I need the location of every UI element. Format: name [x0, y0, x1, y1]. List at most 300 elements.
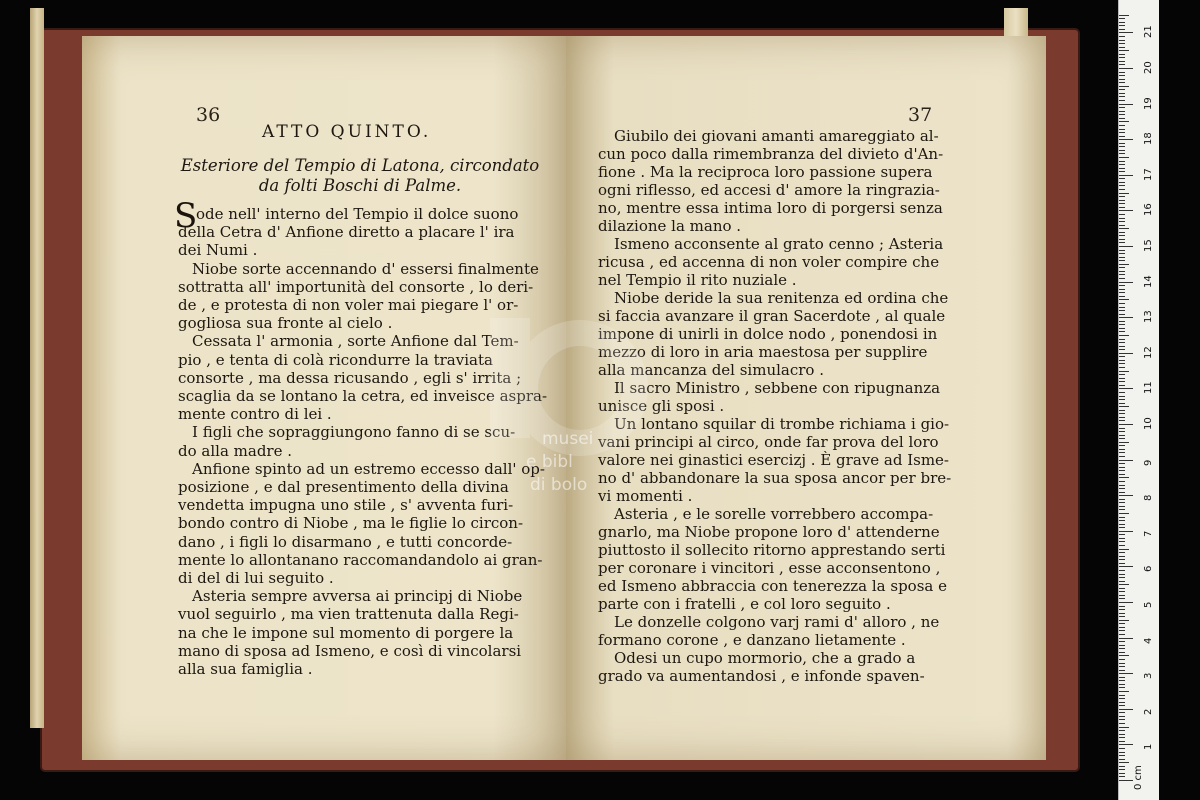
ruler-tick — [1119, 182, 1125, 183]
ruler-tick — [1119, 349, 1125, 350]
ruler-number: 2 — [1143, 708, 1154, 715]
ruler-tick — [1119, 335, 1129, 336]
right-text-line: cun poco dalla rimembranza del divieto d'An- — [598, 145, 944, 163]
ruler-tick — [1119, 356, 1125, 357]
left-text-line: de , e protesta di non voler mai piegare l' or- — [178, 296, 519, 314]
ruler-tick — [1119, 15, 1129, 16]
ruler-tick — [1119, 509, 1125, 510]
right-text-line: Asteria , e le sorelle vorrebbero accompa- — [614, 505, 934, 523]
ruler-tick — [1119, 136, 1125, 137]
ruler-tick — [1119, 638, 1133, 639]
right-text-line: grado va aumentandosi , e infonde spaven- — [598, 667, 925, 685]
right-text-line: alla mancanza del simulacro . — [598, 361, 824, 379]
ruler-tick — [1119, 314, 1125, 315]
ruler-tick — [1119, 360, 1125, 361]
ruler-tick — [1119, 331, 1125, 332]
ruler-tick — [1119, 609, 1125, 610]
ruler-tick — [1119, 61, 1125, 62]
ruler-tick — [1119, 278, 1125, 279]
left-text-line: mente lo allontanano raccomandandolo ai gran- — [178, 550, 543, 569]
ruler-tick — [1119, 381, 1125, 382]
ruler-tick — [1119, 43, 1125, 44]
ruler-tick — [1119, 168, 1125, 169]
ruler-tick — [1119, 413, 1125, 414]
ruler-number: 15 — [1143, 239, 1154, 252]
ruler-tick — [1119, 200, 1125, 201]
ruler-tick — [1119, 82, 1125, 83]
right-text-line: piuttosto il sollecito ritorno apprestando serti — [598, 541, 946, 559]
ruler-tick — [1119, 566, 1133, 567]
ruler-tick — [1119, 114, 1125, 115]
ruler-tick — [1119, 225, 1125, 226]
left-text-line: I figli che sopraggiungono fanno di se scu- — [192, 423, 516, 442]
ruler-tick — [1119, 164, 1125, 165]
scene-subtitle-line-1: Esteriore del Tempio di Latona, circondato — [180, 156, 540, 175]
ruler-tick — [1119, 75, 1125, 76]
right-text-line: Giubilo dei giovani amanti amareggiato al- — [614, 127, 939, 145]
ruler-tick — [1119, 655, 1129, 656]
ruler-tick — [1119, 257, 1125, 258]
left-text-line: Niobe sorte accennando d' essersi finalmente — [192, 259, 539, 278]
ruler-tick — [1119, 367, 1125, 368]
right-text-line: unisce gli sposi . — [598, 397, 725, 415]
ruler-tick — [1119, 485, 1125, 486]
ruler-tick — [1119, 773, 1125, 774]
left-text-line: Cessata l' armonia , sorte Anfione dal Tem- — [192, 332, 519, 351]
ruler-tick — [1119, 581, 1125, 582]
ruler-tick — [1119, 79, 1125, 80]
ruler-unit-label: 0 cm — [1133, 765, 1144, 790]
ruler-tick — [1119, 513, 1129, 514]
right-text-line: formano corone , e danzano lietamente . — [598, 631, 906, 649]
ruler-tick — [1119, 524, 1125, 525]
ruler-tick — [1119, 292, 1125, 293]
ruler-tick — [1119, 695, 1125, 696]
ruler-tick — [1119, 246, 1133, 247]
left-text-line: vuol seguirlo , ma vien trattenuta dalla Regi- — [178, 605, 519, 624]
ruler-tick — [1119, 282, 1133, 283]
left-text-line: alla sua famiglia . — [178, 660, 313, 678]
ruler-tick — [1119, 242, 1125, 243]
ruler-tick — [1119, 40, 1125, 41]
ruler-number: 5 — [1143, 601, 1154, 608]
ruler-tick — [1119, 705, 1125, 706]
right-text-line: per coronare i vincitori , esse acconsentono , — [598, 559, 941, 577]
ruler-tick — [1119, 591, 1125, 592]
ruler-tick — [1119, 271, 1125, 272]
right-text-line: Odesi un cupo mormorio, che a grado a — [614, 649, 916, 667]
ruler-tick — [1119, 556, 1125, 557]
ruler-tick — [1119, 410, 1125, 411]
ruler-tick — [1119, 492, 1125, 493]
ruler-number: 17 — [1143, 168, 1154, 181]
ruler-tick — [1119, 634, 1125, 635]
ruler-tick — [1119, 759, 1125, 760]
ruler-tick — [1119, 670, 1125, 671]
left-text-line: bondo contro di Niobe , ma le figlie lo circon- — [178, 514, 524, 533]
ruler-tick — [1119, 310, 1125, 311]
ruler-tick — [1119, 342, 1125, 343]
ruler-tick — [1119, 18, 1125, 19]
ruler-number: 10 — [1143, 417, 1154, 430]
ruler-tick — [1119, 203, 1125, 204]
left-text-line: di del di lui seguito . — [178, 569, 334, 587]
ruler-tick — [1119, 207, 1125, 208]
ruler-tick — [1119, 104, 1133, 105]
ruler-tick — [1119, 534, 1125, 535]
ruler-number: 9 — [1143, 459, 1154, 466]
watermark-line-2: e bibl — [526, 452, 573, 472]
ruler-tick — [1119, 584, 1129, 585]
left-text-line: consorte , ma dessa ricusando , egli s' irrita ; — [178, 368, 522, 387]
ruler-tick — [1119, 29, 1125, 30]
right-text-line: ogni riflesso, ed accesi d' amore la ringrazia- — [598, 181, 940, 199]
left-text-line: vendetta impugna uno stile , s' avventa furi- — [178, 496, 514, 515]
ruler-tick — [1119, 481, 1125, 482]
ruler-tick — [1119, 663, 1125, 664]
measurement-ruler — [1118, 0, 1159, 800]
ruler-tick — [1119, 132, 1125, 133]
ruler-tick — [1119, 50, 1129, 51]
ruler-tick — [1119, 531, 1133, 532]
ruler-tick — [1119, 677, 1125, 678]
left-text-line: mano di sposa ad Ismeno, e così di vincolarsi — [178, 641, 522, 660]
left-text-line: ode nell' interno del Tempio il dolce suono — [196, 205, 519, 223]
ruler-tick — [1119, 210, 1133, 211]
ruler-tick — [1119, 54, 1125, 55]
right-text-line: impone di unirli in dolce nodo , ponendosi in — [598, 325, 938, 343]
ruler-tick — [1119, 687, 1125, 688]
ruler-tick — [1119, 153, 1125, 154]
right-text-line: gnarlo, ma Niobe propone loro d' attenderne — [598, 523, 940, 541]
ruler-number: 1 — [1143, 744, 1154, 751]
ruler-tick — [1119, 502, 1125, 503]
ruler-tick — [1119, 748, 1125, 749]
right-text-line: vi momenti . — [598, 487, 693, 505]
ruler-number: 6 — [1143, 566, 1154, 573]
ruler-tick — [1119, 570, 1125, 571]
ruler-tick — [1119, 776, 1125, 777]
right-text-line: ricusa , ed accenna di non voler compire che — [598, 253, 940, 271]
ruler-tick — [1119, 559, 1125, 560]
ruler-tick — [1119, 363, 1125, 364]
ruler-tick — [1119, 403, 1125, 404]
ruler-tick — [1119, 296, 1125, 297]
ruler-number: 13 — [1143, 310, 1154, 324]
watermark-text — [526, 428, 593, 497]
ruler-tick — [1119, 111, 1125, 112]
ruler-tick — [1119, 235, 1125, 236]
ruler-tick — [1119, 438, 1125, 439]
ruler-tick — [1119, 527, 1125, 528]
right-text-line: Niobe deride la sua renitenza ed ordina che — [614, 289, 949, 307]
ruler-tick — [1119, 93, 1125, 94]
ruler-tick — [1119, 193, 1129, 194]
right-text-line: si faccia avanzare il gran Sacerdote , al quale — [598, 307, 946, 325]
ruler-number: 11 — [1143, 381, 1154, 395]
ruler-number: 4 — [1143, 637, 1154, 644]
ruler-tick — [1119, 289, 1125, 290]
watermark-line-1: musei — [542, 429, 594, 449]
ruler-tick — [1119, 734, 1125, 735]
ruler-tick — [1119, 253, 1125, 254]
left-text-line: mente contro di lei . — [178, 405, 332, 424]
ruler-tick — [1119, 178, 1125, 179]
ruler-tick — [1119, 303, 1125, 304]
right-text-line: no d' abbandonare la sua sposa ancor per bre- — [598, 469, 952, 487]
left-text-line: Anfione spinto ad un estremo eccesso dall' op- — [192, 459, 545, 478]
ruler-tick — [1119, 321, 1125, 322]
ruler-tick — [1119, 752, 1125, 753]
left-text-line: dei Numi . — [178, 241, 258, 260]
left-text-line: della Cetra d' Anfione diretto a placare l' ira — [178, 223, 515, 242]
left-text-line: gogliosa sua fronte al cielo . — [178, 314, 393, 333]
ruler-tick — [1119, 125, 1125, 126]
ruler-number: 12 — [1143, 346, 1154, 359]
ruler-tick — [1119, 196, 1125, 197]
ruler-tick — [1119, 666, 1125, 667]
ruler-tick — [1119, 477, 1129, 478]
ruler-tick — [1119, 648, 1125, 649]
ruler-tick — [1119, 399, 1125, 400]
ruler-tick — [1119, 339, 1125, 340]
left-text-line: do alla madre . — [178, 441, 293, 460]
right-text-line: Le donzelle colgono varj rami d' alloro , ne — [614, 613, 940, 631]
ruler-tick — [1119, 520, 1125, 521]
ruler-tick — [1119, 709, 1133, 710]
ruler-tick — [1119, 36, 1125, 37]
ruler-tick — [1119, 232, 1125, 233]
ruler-tick — [1119, 72, 1125, 73]
ruler-tick — [1119, 385, 1125, 386]
ruler-tick — [1119, 702, 1125, 703]
ruler-tick — [1119, 467, 1125, 468]
ruler-tick — [1119, 620, 1129, 621]
ruler-tick — [1119, 25, 1125, 26]
ruler-tick — [1119, 488, 1125, 489]
right-text-line: fione . Ma la reciproca loro passione supera — [598, 163, 933, 181]
ruler-tick — [1119, 267, 1125, 268]
ruler-tick — [1119, 64, 1125, 65]
ruler-tick — [1119, 737, 1125, 738]
ruler-tick — [1119, 299, 1129, 300]
ruler-tick — [1119, 150, 1125, 151]
ruler-tick — [1119, 452, 1125, 453]
ruler-tick — [1119, 218, 1125, 219]
act-heading: ATTO QUINTO. — [262, 122, 432, 142]
ruler-tick — [1119, 129, 1125, 130]
left-text-line: Asteria sempre avversa ai principj di Niobe — [192, 587, 523, 606]
right-text-line: nel Tempio il rito nuziale . — [598, 271, 797, 289]
ruler-number: 14 — [1143, 274, 1154, 288]
left-text-line: scaglia da se lontano la cetra, ed inveisce aspra- — [178, 387, 548, 405]
ruler-tick — [1119, 86, 1129, 87]
right-text-line: Il sacro Ministro , sebbene con ripugnanza — [614, 379, 941, 397]
ruler-tick — [1119, 680, 1125, 681]
right-text-line: Ismeno acconsente al grato cenno ; Asteria — [614, 235, 944, 253]
ruler-tick — [1119, 766, 1125, 767]
right-text-line: dilazione la mano . — [598, 217, 742, 235]
ruler-tick — [1119, 762, 1129, 763]
ruler-tick — [1119, 121, 1129, 122]
ruler-tick — [1119, 652, 1125, 653]
ruler-tick — [1119, 769, 1125, 770]
ruler-tick — [1119, 374, 1125, 375]
ruler-tick — [1119, 189, 1125, 190]
ruler-tick — [1119, 260, 1125, 261]
right-text-line: Un lontano squilar di trombe richiama i gio- — [614, 415, 950, 433]
left-text-line: posizione , e dal presentimento della divina — [178, 478, 509, 496]
ruler-tick — [1119, 538, 1125, 539]
right-text-line: no, mentre essa intima loro di porgersi senza — [598, 199, 943, 217]
ruler-tick — [1119, 641, 1125, 642]
ruler-tick — [1119, 712, 1125, 713]
ruler-tick — [1119, 32, 1133, 33]
ruler-tick — [1119, 264, 1129, 265]
ruler-tick — [1119, 250, 1125, 251]
ruler-tick — [1119, 744, 1133, 745]
ruler-tick — [1119, 474, 1125, 475]
ruler-tick — [1119, 317, 1133, 318]
ruler-tick — [1119, 517, 1125, 518]
ruler-tick — [1119, 274, 1125, 275]
ruler-tick — [1119, 780, 1133, 781]
ruler-tick — [1119, 346, 1125, 347]
ruler-tick — [1119, 143, 1125, 144]
ruler-tick — [1119, 406, 1129, 407]
ruler-tick — [1119, 602, 1133, 603]
left-text-line: sottratta all' importunità del consorte , lo deri- — [178, 277, 534, 296]
ruler-tick — [1119, 96, 1125, 97]
ruler-tick — [1119, 723, 1125, 724]
ruler-tick — [1119, 588, 1125, 589]
ruler-tick — [1119, 221, 1125, 222]
ruler-tick — [1119, 719, 1125, 720]
ruler-tick — [1119, 371, 1129, 372]
ruler-tick — [1119, 445, 1125, 446]
ruler-tick — [1119, 417, 1125, 418]
ruler-number: 8 — [1143, 494, 1154, 502]
ruler-tick — [1119, 470, 1125, 471]
ruler-tick — [1119, 630, 1125, 631]
ruler-tick — [1119, 741, 1125, 742]
ruler-number: 18 — [1143, 132, 1154, 146]
right-text-line: valore nei ginastici esercizj . È grave ad Isme- — [598, 451, 949, 469]
ruler-tick — [1119, 495, 1133, 496]
ruler-tick — [1119, 396, 1125, 397]
ruler-tick — [1119, 595, 1125, 596]
left-text-line: na che le impone sul momento di porgere la — [178, 623, 514, 642]
right-text-line: mezzo di loro in aria maestosa per supplire — [598, 343, 928, 361]
ruler-tick — [1119, 171, 1125, 172]
ruler-tick — [1119, 435, 1125, 436]
ruler-tick — [1119, 442, 1129, 443]
ruler-number: 7 — [1143, 530, 1154, 537]
ruler-tick — [1119, 598, 1125, 599]
ruler-tick — [1119, 239, 1125, 240]
ruler-tick — [1119, 100, 1125, 101]
ruler-tick — [1119, 691, 1129, 692]
ruler-tick — [1119, 139, 1133, 140]
ruler-tick — [1119, 460, 1133, 461]
page-number-right: 37 — [908, 104, 933, 126]
ruler-tick — [1119, 146, 1125, 147]
ruler-tick — [1119, 659, 1125, 660]
ruler-tick — [1119, 755, 1125, 756]
ruler-tick — [1119, 541, 1125, 542]
right-text-line: ed Ismeno abbraccia con tenerezza la sposa e — [598, 577, 947, 595]
left-text-line: pio , e tenta di colà ricondurre la traviata — [178, 350, 493, 369]
ruler-tick — [1119, 118, 1125, 119]
ruler-tick — [1119, 378, 1125, 379]
ruler-tick — [1119, 574, 1125, 575]
right-text-line: parte con i fratelli , e col loro seguito . — [598, 595, 891, 613]
ruler-tick — [1119, 606, 1125, 607]
ruler-number: 21 — [1143, 25, 1154, 39]
ruler-tick — [1119, 716, 1125, 717]
scene-subtitle-line-2: da folti Boschi di Palme. — [258, 176, 462, 195]
ruler-tick — [1119, 730, 1125, 731]
ruler-tick — [1119, 89, 1125, 90]
ruler-tick — [1119, 673, 1133, 674]
ruler-tick — [1119, 428, 1125, 429]
ruler-number: 16 — [1143, 203, 1154, 217]
ruler-tick — [1119, 727, 1129, 728]
ruler-tick — [1119, 563, 1125, 564]
ruler-tick — [1119, 420, 1125, 421]
page-edges-left — [30, 8, 44, 728]
ruler-tick — [1119, 549, 1129, 550]
ruler-tick — [1119, 107, 1125, 108]
ruler-tick — [1119, 616, 1125, 617]
left-text-line: dano , i figli lo disarmano , e tutti concorde- — [178, 532, 513, 551]
ruler-tick — [1119, 161, 1125, 162]
ruler-tick — [1119, 499, 1125, 500]
ruler-tick — [1119, 388, 1133, 389]
ruler-number: 3 — [1143, 672, 1154, 680]
ruler-tick — [1119, 431, 1125, 432]
ruler-tick — [1119, 456, 1125, 457]
ruler-tick — [1119, 47, 1125, 48]
ruler-tick — [1119, 175, 1133, 176]
ruler-tick — [1119, 545, 1125, 546]
ruler-number: 19 — [1143, 96, 1154, 110]
ruler-tick — [1119, 228, 1129, 229]
ruler-tick — [1119, 185, 1125, 186]
ruler-tick — [1119, 645, 1125, 646]
ruler-tick — [1119, 684, 1125, 685]
ruler-tick — [1119, 353, 1133, 354]
drop-cap: S — [174, 196, 198, 236]
ruler-number: 20 — [1143, 61, 1154, 74]
ruler-tick — [1119, 577, 1125, 578]
ruler-tick — [1119, 307, 1125, 308]
ruler-tick — [1119, 324, 1125, 325]
watermark-line-3: di bolo — [530, 475, 588, 495]
ruler-tick — [1119, 57, 1125, 58]
right-text-line: vani principi al circo, onde far prova del loro — [598, 433, 939, 451]
ruler-tick — [1119, 392, 1125, 393]
ruler-tick — [1119, 157, 1129, 158]
ruler-tick — [1119, 463, 1125, 464]
ruler-tick — [1119, 285, 1125, 286]
ruler-tick — [1119, 328, 1125, 329]
ruler-tick — [1119, 552, 1125, 553]
ruler-tick — [1119, 613, 1125, 614]
ruler-tick — [1119, 22, 1125, 23]
page-number-left: 36 — [196, 104, 221, 126]
ruler-tick — [1119, 449, 1125, 450]
